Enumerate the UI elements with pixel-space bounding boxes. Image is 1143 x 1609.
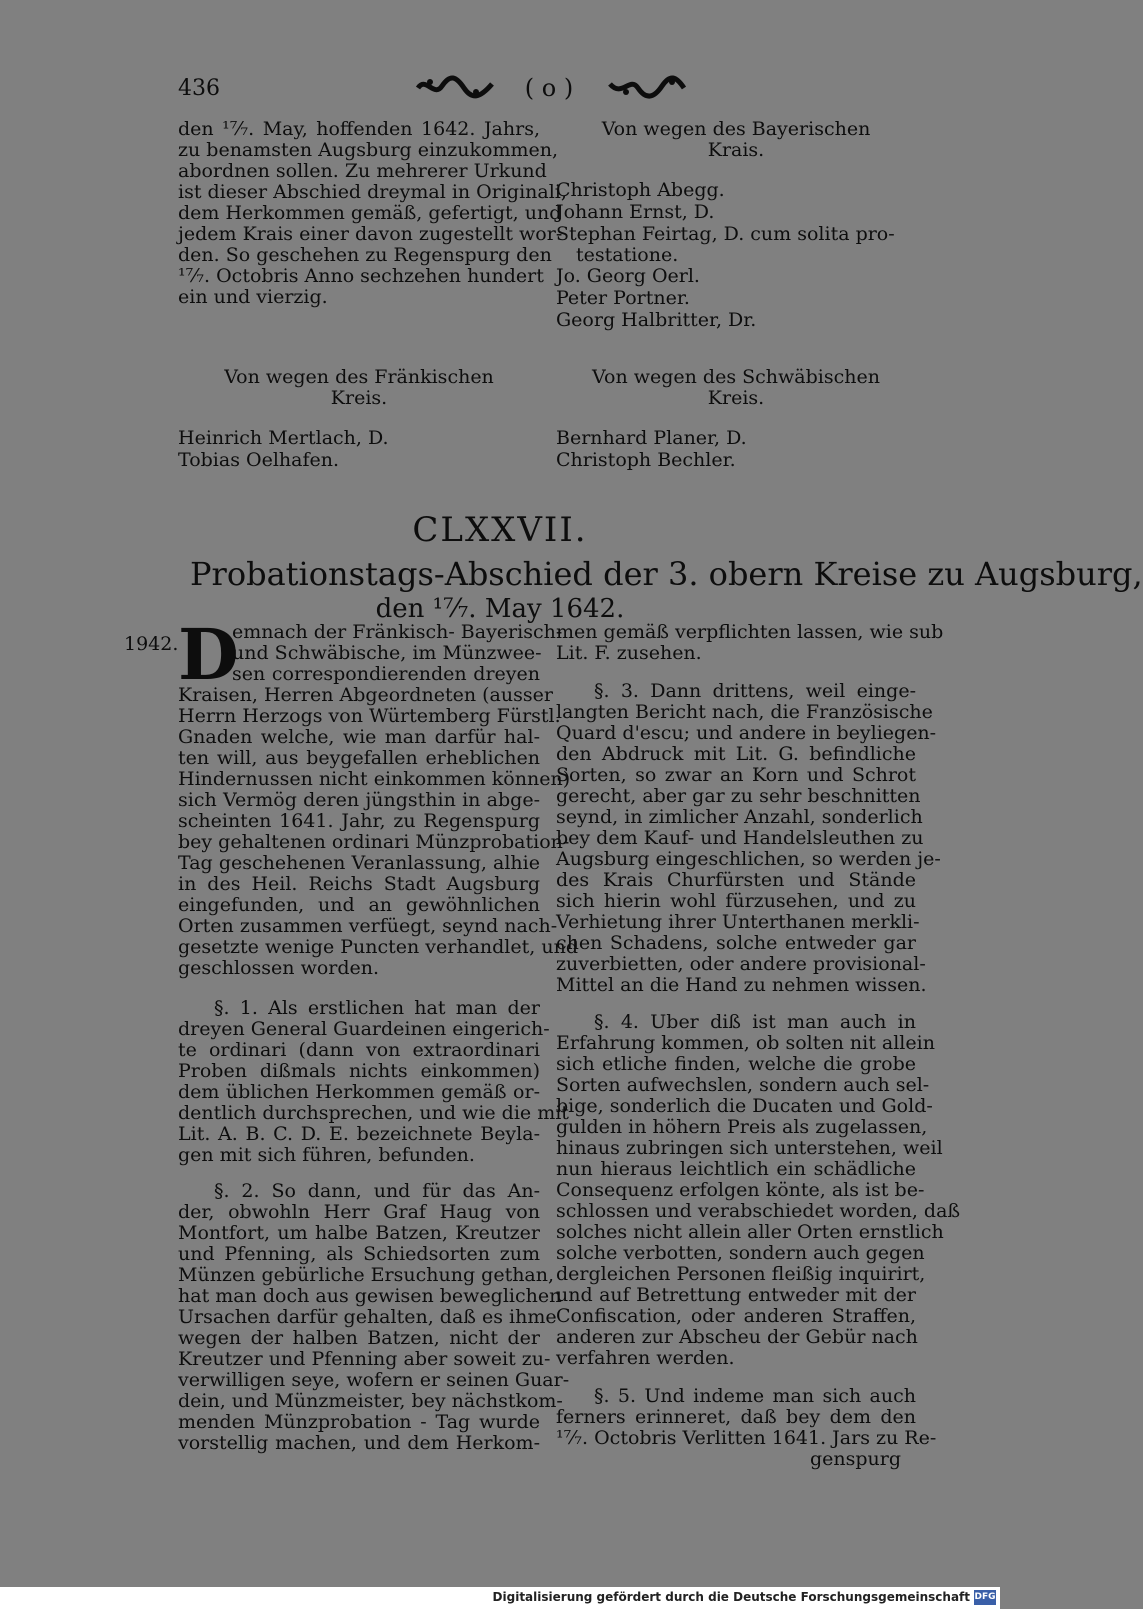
text-line: wegen der halben Batzen, nicht der xyxy=(178,1327,540,1349)
text-line: und Pfenning, als Schiedsorten zum xyxy=(178,1243,540,1265)
text-line: eingefunden, und an gewöhnlichen xyxy=(178,894,540,916)
section-title: Probationstags-Abschied der 3. obern Kreise zu Augsburg, xyxy=(190,555,1143,593)
header-ornament-left xyxy=(416,72,494,102)
header-ornament-right xyxy=(608,72,686,102)
signature-name: testatione. xyxy=(576,244,679,266)
text-line: Consequenz erfolgen könte, als ist be- xyxy=(556,1179,925,1201)
chapter-number: CLXXVII. xyxy=(412,510,588,550)
signature-name: Christoph Abegg. xyxy=(556,179,725,201)
text-line: Orten zusammen verfüegt, seynd nach- xyxy=(178,915,558,937)
text-line: Mittel an die Hand zu nehmen wissen. xyxy=(556,974,927,996)
text-line: chen Schadens, solche entweder gar xyxy=(556,932,916,954)
footer-credit: Digitalisierung gefördert durch die Deutsche Forschungsgemeinschaft xyxy=(492,1590,970,1604)
text-line: dentlich durchsprechen, und wie die mit xyxy=(178,1102,569,1124)
signature-name: Peter Portner. xyxy=(556,287,690,309)
text-line: Sorten, so zwar an Korn und Schrot xyxy=(556,764,916,786)
text-line: nun hieraus leichtlich ein schädliche xyxy=(556,1158,916,1180)
text-line: Montfort, um halbe Batzen, Kreutzer xyxy=(178,1222,540,1244)
text-line: dreyen General Guardeinen eingerich- xyxy=(178,1018,550,1040)
signature-heading: Kreis. xyxy=(707,387,765,409)
text-line: Verhietung ihrer Unterthanen merkli- xyxy=(556,911,920,933)
text-line: Lit. A. B. C. D. E. bezeichnete Beyla- xyxy=(178,1123,540,1145)
signature-heading: Krais. xyxy=(707,139,765,161)
catchword: genspurg xyxy=(810,1448,902,1470)
text-line: §. 5. Und indeme man sich auch xyxy=(594,1385,916,1407)
text-line: Kreutzer und Pfenning aber soweit zu- xyxy=(178,1348,551,1370)
signature-heading: Kreis. xyxy=(330,387,388,409)
text-line: ten will, aus beygefallen erheblichen xyxy=(178,747,540,769)
text-line: den Abdruck mit Lit. G. befindliche xyxy=(556,743,916,765)
signature-heading: Von wegen des Bayerischen xyxy=(601,118,871,140)
text-line: langten Bericht nach, die Französische xyxy=(556,701,933,723)
text-line: und auf Betrettung entweder mit der xyxy=(556,1284,916,1306)
text-line: vorstellig machen, und dem Herkom- xyxy=(178,1432,540,1454)
text-line: ist dieser Abschied dreymal in Originali, xyxy=(178,181,567,203)
text-line: emnach der Fränkisch- Bayerisch- xyxy=(232,621,563,643)
signature-heading: Von wegen des Schwäbischen xyxy=(592,366,880,388)
text-line: Gnaden welche, wie man darfür hal- xyxy=(178,726,540,748)
header-center-mark: ( o ) xyxy=(524,74,574,102)
text-line: men gemäß verpflichten lassen, wie sub xyxy=(556,621,944,643)
page-number: 436 xyxy=(178,76,220,101)
signature-name: Johann Ernst, D. xyxy=(556,201,715,223)
text-line: den. So geschehen zu Regenspurg den xyxy=(178,244,552,266)
text-line: sen correspondierenden dreyen xyxy=(232,663,540,685)
text-line: dem Herkommen gemäß, gefertigt, und xyxy=(178,202,562,224)
text-line: Quard d'escu; und andere in beyliegen- xyxy=(556,722,937,744)
text-line: ¹⁷⁄₇. Octobris Verlitten 1641. Jars zu Re- xyxy=(556,1427,937,1449)
text-line: ein und vierzig. xyxy=(178,286,328,308)
text-line: dem üblichen Herkommen gemäß or- xyxy=(178,1081,540,1103)
text-line: zuverbietten, oder andere provisional- xyxy=(556,953,926,975)
margin-number: 1942. xyxy=(124,633,179,655)
text-line: bige, sonderlich die Ducaten und Gold- xyxy=(556,1095,933,1117)
section-subtitle: den ¹⁷⁄₇. May 1642. xyxy=(375,594,625,624)
text-line: zu benamsten Augsburg einzukommen, xyxy=(178,139,559,161)
text-line: Confiscation, oder anderen Straffen, xyxy=(556,1305,916,1327)
text-line: ferners erinneret, daß bey dem den xyxy=(556,1406,916,1428)
text-line: Hindernussen nicht einkommen können) xyxy=(178,768,571,790)
text-line: den ¹⁷⁄₇. May, hoffenden 1642. Jahrs, xyxy=(178,118,540,140)
text-line: dergleichen Personen fleißig inquirirt, xyxy=(556,1263,926,1285)
text-line: geschlossen worden. xyxy=(178,957,380,979)
text-line: Herrn Herzogs von Würtemberg Fürstl. xyxy=(178,705,561,727)
text-line: Kraisen, Herren Abgeordneten (ausser xyxy=(178,684,553,706)
text-line: hinaus zubringen sich unterstehen, weil xyxy=(556,1137,943,1159)
text-line: Proben dißmals nichts einkommen) xyxy=(178,1060,540,1082)
text-line: anderen zur Abscheu der Gebür nach xyxy=(556,1326,918,1348)
text-line: Sorten aufwechslen, sondern auch sel- xyxy=(556,1074,930,1096)
text-line: verwilligen seye, wofern er seinen Guar- xyxy=(178,1369,570,1391)
signature-heading: Von wegen des Fränkischen xyxy=(224,366,494,388)
text-line: scheinten 1641. Jahr, zu Regenspurg xyxy=(178,810,540,832)
text-line: Erfahrung kommen, ob solten nit allein xyxy=(556,1032,935,1054)
signature-name: Heinrich Mertlach, D. xyxy=(178,427,389,449)
signature-name: Stephan Feirtag, D. cum solita pro- xyxy=(556,223,895,245)
text-line: jedem Krais einer davon zugestellt wor- xyxy=(178,223,563,245)
text-line: hat man doch aus gewisen beweglichen xyxy=(178,1285,562,1307)
text-line: gulden in höhern Preis als zugelassen, xyxy=(556,1116,928,1138)
signature-name: Christoph Bechler. xyxy=(556,449,736,471)
text-line: seynd, in zimlicher Anzahl, sonderlich xyxy=(556,806,923,828)
text-line: bey dem Kauf- und Handelsleuthen zu xyxy=(556,827,924,849)
text-line: Münzen gebürliche Ersuchung gethan, xyxy=(178,1264,555,1286)
text-line: Ursachen darfür gehalten, daß es ihme xyxy=(178,1306,557,1328)
text-line: §. 2. So dann, und für das An- xyxy=(214,1180,540,1202)
text-line: §. 4. Uber diß ist man auch in xyxy=(594,1011,916,1033)
signature-name: Bernhard Planer, D. xyxy=(556,427,747,449)
text-line: der, obwohln Herr Graf Haug von xyxy=(178,1201,540,1223)
drop-cap: D xyxy=(178,613,239,696)
text-line: Tag geschehenen Veranlassung, alhie xyxy=(178,852,540,874)
footer-bar xyxy=(0,1587,1000,1609)
signature-name: Jo. Georg Oerl. xyxy=(556,265,700,287)
text-line: des Krais Churfürsten und Stände xyxy=(556,869,916,891)
text-line: ¹⁷⁄₇. Octobris Anno sechzehen hundert xyxy=(178,265,544,287)
text-line: sich etliche finden, welche die grobe xyxy=(556,1053,916,1075)
text-line: §. 1. Als erstlichen hat man der xyxy=(214,997,540,1019)
text-line: gesetzte wenige Puncten verhandlet, und xyxy=(178,936,578,958)
text-line: und Schwäbische, im Münzwee- xyxy=(232,642,542,664)
text-line: gerecht, aber gar zu sehr beschnitten xyxy=(556,785,921,807)
text-line: §. 3. Dann drittens, weil einge- xyxy=(594,680,916,702)
dfg-logo: DFG xyxy=(974,1590,996,1605)
text-line: gen mit sich führen, befunden. xyxy=(178,1144,475,1166)
text-line: schlossen und verabschiedet worden, daß xyxy=(556,1200,961,1222)
signature-name: Georg Halbritter, Dr. xyxy=(556,309,757,331)
text-line: verfahren werden. xyxy=(556,1347,735,1369)
text-line: abordnen sollen. Zu mehrerer Urkund xyxy=(178,160,547,182)
text-line: solche verbotten, sondern auch gegen xyxy=(556,1242,925,1264)
signature-name: Tobias Oelhafen. xyxy=(178,449,340,471)
text-line: menden Münzprobation - Tag wurde xyxy=(178,1411,540,1433)
text-line: Augsburg eingeschlichen, so werden je- xyxy=(556,848,941,870)
text-line: sich hierin wohl fürzusehen, und zu xyxy=(556,890,916,912)
text-line: bey gehaltenen ordinari Münzprobation- xyxy=(178,831,570,853)
text-line: sich Vermög deren jüngsthin in abge- xyxy=(178,789,540,811)
text-line: Lit. F. zusehen. xyxy=(556,642,702,664)
text-line: solches nicht allein aller Orten ernstlich xyxy=(556,1221,944,1243)
text-line: in des Heil. Reichs Stadt Augsburg xyxy=(178,873,540,895)
text-line: te ordinari (dann von extraordinari xyxy=(178,1039,540,1061)
text-line: dein, und Münzmeister, bey nächstkom- xyxy=(178,1390,563,1412)
